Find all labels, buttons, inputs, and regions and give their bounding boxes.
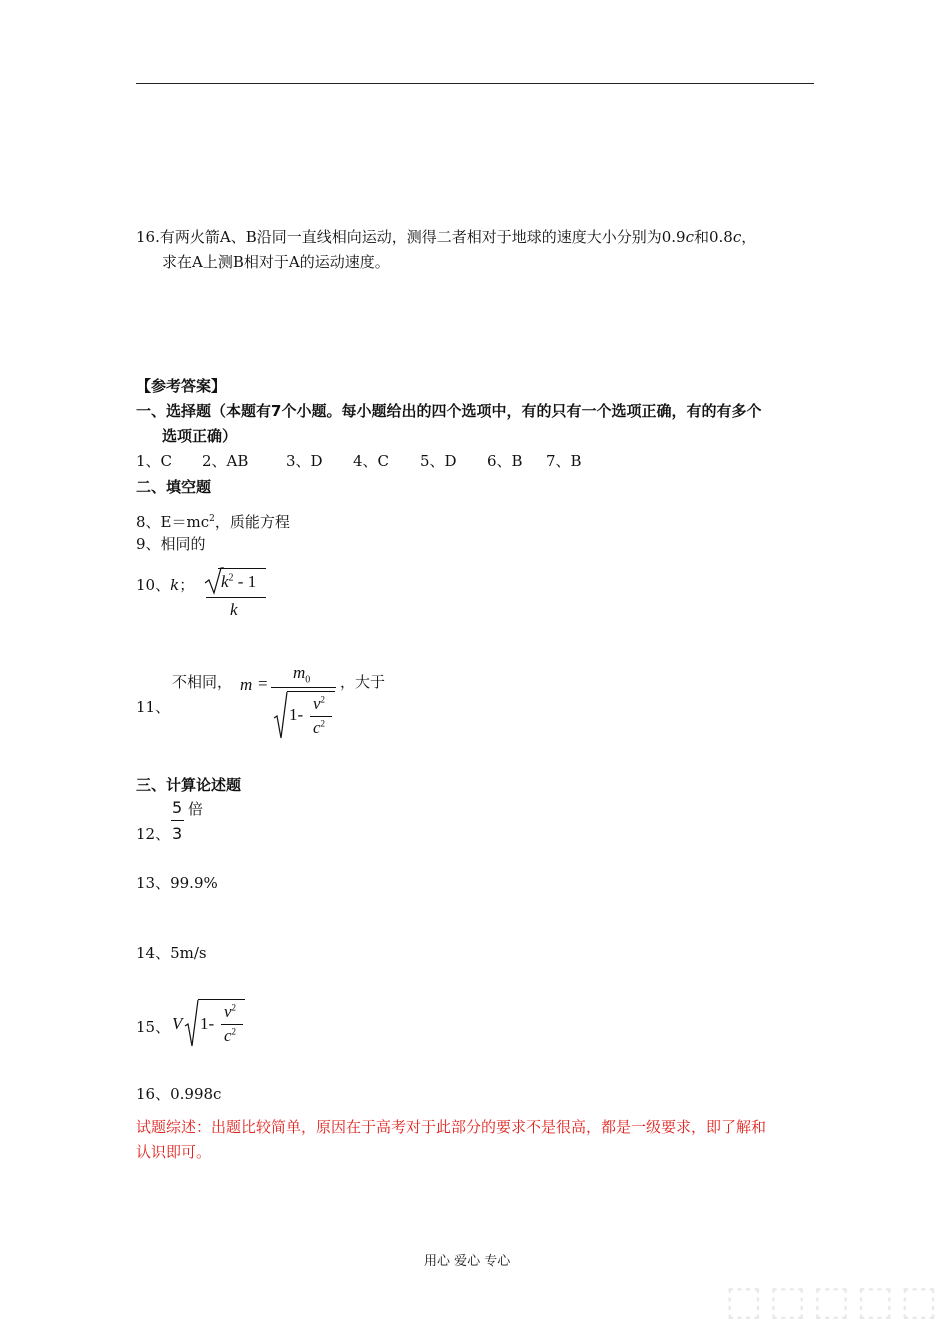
q16-text-b: 和0.8 bbox=[693, 228, 733, 246]
a10-fraction-bar bbox=[206, 597, 266, 598]
watermark-logo: ⬚⬚⬚⬚⬚ bbox=[725, 1278, 944, 1324]
a11-fraction-bar bbox=[271, 687, 336, 688]
section1-title-line1: 一、选择题（本题有7个小题。每小题给出的四个选项中，有的只有一个选项正确，有的有多个 bbox=[136, 402, 762, 420]
a11-v-sup: 2 bbox=[320, 694, 326, 705]
a12-unit: 倍 bbox=[188, 800, 204, 818]
a15-v bbox=[224, 1002, 236, 1022]
a15-v-letter: v bbox=[224, 1002, 232, 1021]
a10-pre: 10、 bbox=[136, 576, 171, 594]
section1-title-line2: 选项正确） bbox=[162, 427, 238, 445]
a10-num-k: k bbox=[221, 572, 229, 591]
q16-c1: c bbox=[685, 228, 694, 246]
a10-k: k bbox=[170, 576, 180, 594]
mc-answer-5: 5、D bbox=[420, 452, 457, 470]
mc-answer-6: 6、B bbox=[487, 452, 523, 470]
a11-c-letter: c bbox=[313, 718, 321, 737]
a11-one: 1- bbox=[289, 705, 304, 724]
a11-inner-fraction-bar bbox=[310, 716, 332, 717]
a15-inner-fraction-bar bbox=[221, 1024, 243, 1025]
a11-m0-sub: 0 bbox=[305, 674, 311, 686]
answer-8 bbox=[136, 509, 290, 532]
a15-v-sup: 2 bbox=[231, 1002, 237, 1013]
question-16-line2: 求在A上测B相对于A的运动速度。 bbox=[162, 253, 390, 271]
answer-9: 9、相同的 bbox=[136, 535, 206, 553]
mc-answer-7: 7、B bbox=[546, 452, 582, 470]
a12-numerator: 5 bbox=[172, 798, 183, 817]
page-footer: 用心 爱心 专心 bbox=[424, 1254, 511, 1269]
mc-answer-3: 3、D bbox=[286, 452, 323, 470]
answer-15-number: 15、 bbox=[136, 1018, 171, 1036]
a10-num-tail: - 1 bbox=[233, 572, 257, 591]
a15-one: 1- bbox=[200, 1014, 215, 1033]
a10-num-sup: 2 bbox=[228, 572, 234, 584]
a11-v bbox=[313, 694, 325, 714]
a15-c-sup: 2 bbox=[231, 1026, 237, 1037]
a15-sqrt-bar bbox=[198, 999, 245, 1000]
a11-c bbox=[313, 718, 325, 738]
a11-sqrt-sign bbox=[273, 690, 289, 742]
a11-v-letter: v bbox=[313, 694, 321, 713]
a11-pre: 不相同， bbox=[172, 673, 233, 691]
section3-title: 三、计算论述题 bbox=[136, 776, 242, 794]
a11-m0 bbox=[293, 663, 310, 685]
a11-post: ，大于 bbox=[340, 673, 386, 691]
answer-14: 14、5m/s bbox=[136, 944, 207, 962]
a8-post: ，质能方程 bbox=[214, 513, 290, 531]
header-rule bbox=[136, 83, 814, 84]
answer-10-label bbox=[136, 575, 194, 595]
mc-answer-2: 2、AB bbox=[202, 452, 249, 470]
a11-m: m bbox=[240, 675, 253, 694]
a10-numerator bbox=[221, 572, 256, 592]
a11-m0-m: m bbox=[293, 663, 306, 682]
answer-13: 13、99.9% bbox=[136, 874, 218, 892]
a11-c-sup: 2 bbox=[320, 718, 326, 729]
a15-V: V bbox=[172, 1014, 183, 1033]
answer-12-number: 12、 bbox=[136, 825, 171, 843]
a10-denominator: k bbox=[230, 600, 238, 619]
q16-text-a: 16.有两火箭A、B沿同一直线相向运动，测得二者相对于地球的速度大小分别为0.9 bbox=[136, 228, 686, 246]
question-16-line1 bbox=[136, 227, 756, 247]
comment-line1: 试题综述：出题比较简单，原因在于高考对于此部分的要求不是很高，都是一级要求，即了解和 bbox=[136, 1118, 767, 1136]
a12-fraction-bar bbox=[171, 820, 184, 821]
q16-c2: c bbox=[732, 228, 742, 246]
a15-c-letter: c bbox=[224, 1026, 232, 1045]
a15-sqrt-sign bbox=[184, 998, 200, 1050]
a8-pre: 8、E＝mc bbox=[136, 513, 210, 531]
answer-16: 16、0.998c bbox=[136, 1085, 222, 1103]
a10-sqrt-bar bbox=[218, 568, 266, 569]
mc-answer-4: 4、C bbox=[353, 452, 390, 470]
a8-sup: 2 bbox=[209, 514, 215, 524]
comment-line2: 认识即可。 bbox=[136, 1143, 212, 1161]
a10-sep: ； bbox=[179, 576, 195, 594]
mc-answer-1: 1、C bbox=[136, 452, 173, 470]
q16-text-c: ， bbox=[741, 228, 757, 246]
answers-heading: 【参考答案】 bbox=[136, 377, 227, 395]
a11-eq: = bbox=[258, 674, 268, 693]
a12-denominator: 3 bbox=[172, 824, 183, 843]
answer-11-number: 11、 bbox=[136, 698, 171, 716]
a15-c bbox=[224, 1026, 236, 1046]
a11-sqrt-bar bbox=[287, 691, 335, 692]
section2-title: 二、填空题 bbox=[136, 478, 212, 496]
